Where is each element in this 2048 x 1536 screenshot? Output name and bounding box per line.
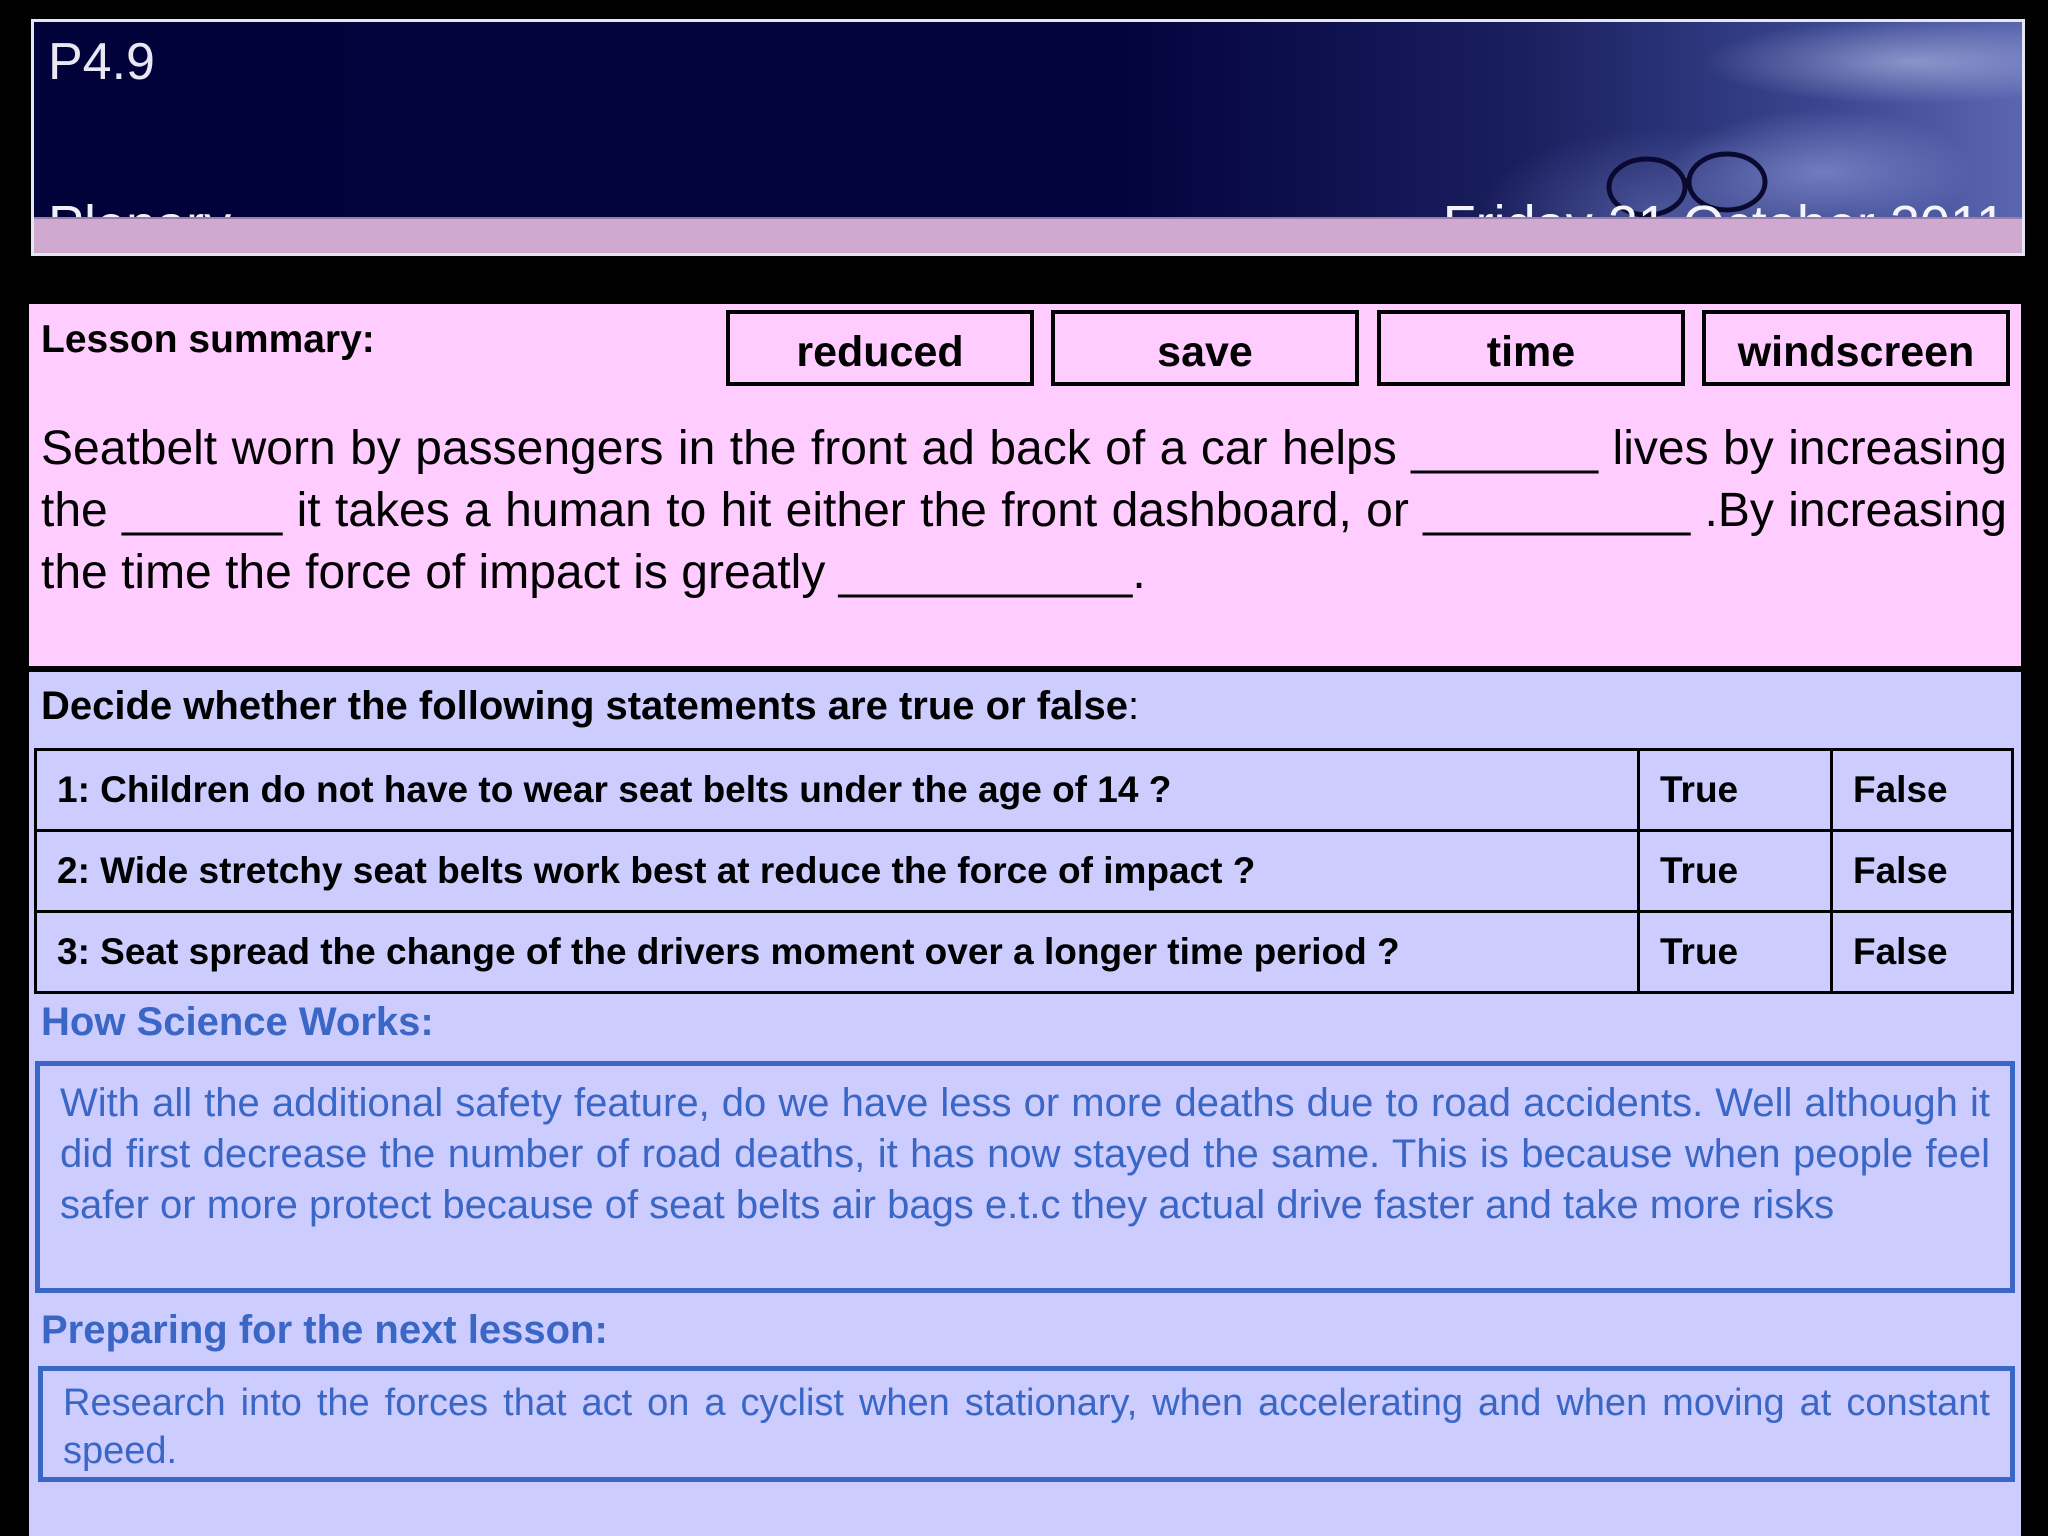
lesson-summary-label: Lesson summary: (41, 318, 375, 361)
slide-header (31, 19, 2025, 256)
next-lesson-label: Preparing for the next lesson: (41, 1308, 608, 1352)
true-option[interactable]: True (1639, 912, 1832, 993)
quiz-instruction-colon: : (1127, 684, 1140, 728)
table-row (36, 831, 2013, 912)
word-box-windscreen[interactable]: windscreen (1702, 310, 2010, 386)
lesson-summary-section (29, 304, 2021, 670)
table-row (36, 750, 2013, 831)
false-option[interactable]: False (1832, 750, 2013, 831)
true-false-table (34, 748, 2014, 994)
lesson-code: P4.9 (48, 33, 155, 91)
word-box-reduced[interactable]: reduced (726, 310, 1034, 386)
word-box-time[interactable]: time (1377, 310, 1685, 386)
how-science-works-text: With all the additional safety feature, do we have less or more deaths due to road accidents. Well although it did first decrease the number of road deaths, it has now stayed the same. This is because when people feel safer or more protect because of seat belts air bags e.t.c they actual drive faster and take more risks (35, 1061, 2015, 1293)
activities-section (29, 672, 2021, 1536)
true-option[interactable]: True (1639, 750, 1832, 831)
false-option[interactable]: False (1832, 912, 2013, 993)
false-option[interactable]: False (1832, 831, 2013, 912)
next-lesson-text: Research into the forces that act on a cyclist when stationary, when accelerating and when moving at constant speed. (38, 1366, 2015, 1482)
table-row (36, 912, 2013, 993)
statement-cell: 2: Wide stretchy seat belts work best at reduce the force of impact ? (36, 831, 1639, 912)
word-box-save[interactable]: save (1051, 310, 1359, 386)
statement-cell: 1: Children do not have to wear seat belts under the age of 14 ? (36, 750, 1639, 831)
true-option[interactable]: True (1639, 831, 1832, 912)
header-band (34, 217, 2022, 253)
quiz-instruction (41, 684, 1139, 729)
how-science-works-label: How Science Works: (41, 1000, 434, 1044)
quiz-instruction-text: Decide whether the following statements are true or false (41, 684, 1128, 728)
cloze-paragraph: Seatbelt worn by passengers in the front ad back of a car helps _______ lives by increasing the ______ it takes a human to hit either the front dashboard, or __________ .By increasing the time the force of impact is greatly ___________. (41, 422, 2007, 599)
statement-cell: 3: Seat spread the change of the drivers moment over a longer time period ? (36, 912, 1639, 993)
